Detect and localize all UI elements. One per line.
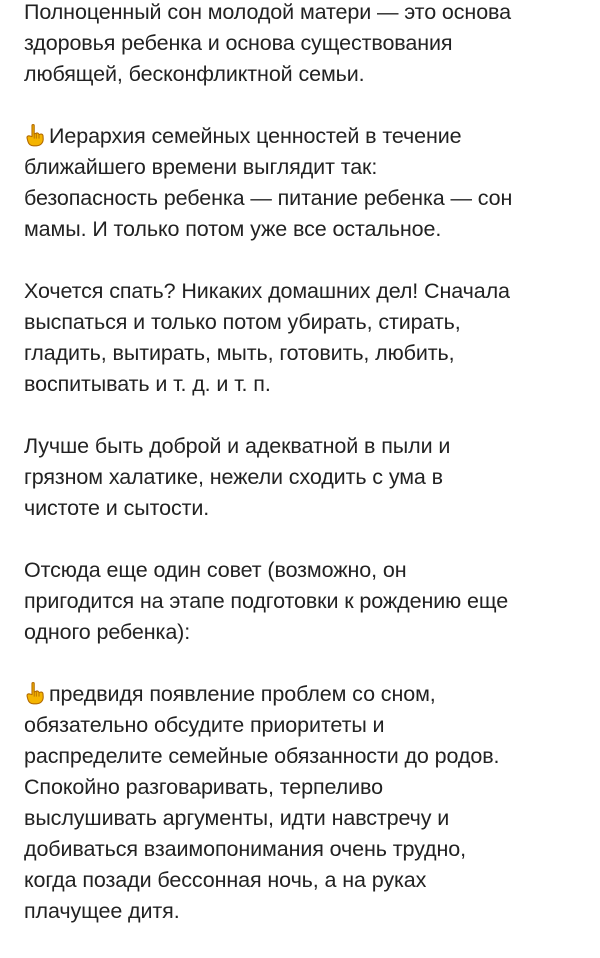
hand-pointing-up-icon bbox=[24, 681, 46, 705]
text-line: когда позади бессонная ночь, а на руках bbox=[24, 868, 427, 892]
hand-pointing-up-icon bbox=[24, 123, 46, 147]
text-line: добиваться взаимопонимания очень трудно, bbox=[24, 837, 467, 861]
text-line: обязательно обсудите приоритеты и bbox=[24, 713, 385, 737]
paragraph-priorities bbox=[24, 679, 596, 927]
paragraph-better bbox=[24, 431, 596, 524]
text-line: Полноценный сон молодой матери — это основа bbox=[24, 0, 511, 24]
text-line: гладить, вытирать, мыть, готовить, любить, bbox=[24, 341, 455, 365]
text-line-with-emoji bbox=[24, 121, 596, 152]
text-line: выспаться и только потом убирать, стирать, bbox=[24, 310, 461, 334]
text-line: безопасность ребенка — питание ребенка — сон bbox=[24, 186, 513, 210]
paragraph-intro bbox=[24, 0, 596, 90]
text-line: распределите семейные обязанности до родов. bbox=[24, 744, 500, 768]
text-line: выслушивать аргументы, идти навстречу и bbox=[24, 806, 450, 830]
text-line-with-emoji bbox=[24, 679, 596, 710]
post-text bbox=[24, 0, 596, 958]
text-line: чистоте и сытости. bbox=[24, 496, 210, 520]
text-line: здоровья ребенка и основа существования bbox=[24, 31, 453, 55]
text-line: Лучше быть доброй и адекватной в пыли и bbox=[24, 434, 451, 458]
text-line: одного ребенка): bbox=[24, 620, 191, 644]
paragraph-sleep bbox=[24, 276, 596, 400]
text-fragment: Иерархия семейных ценностей в течение bbox=[49, 124, 462, 148]
text-fragment: предвидя появление проблем со сном, bbox=[49, 682, 436, 706]
text-line: грязном халатике, нежели сходить с ума в bbox=[24, 465, 443, 489]
text-line: пригодится на этапе подготовки к рождению еще bbox=[24, 589, 509, 613]
text-line: плачущее дитя. bbox=[24, 899, 180, 923]
text-line: воспитывать и т. д. и т. п. bbox=[24, 372, 271, 396]
text-line: Отсюда еще один совет (возможно, он bbox=[24, 558, 407, 582]
text-line: Хочется спать? Никаких домашних дел! Сначала bbox=[24, 279, 510, 303]
text-line: ближайшего времени выглядит так: bbox=[24, 155, 378, 179]
text-line: Спокойно разговаривать, терпеливо bbox=[24, 775, 383, 799]
paragraph-advice bbox=[24, 555, 596, 648]
text-line: любящей, бесконфликтной семьи. bbox=[24, 62, 365, 86]
text-line: мамы. И только потом уже все остальное. bbox=[24, 217, 442, 241]
paragraph-hierarchy bbox=[24, 121, 596, 245]
